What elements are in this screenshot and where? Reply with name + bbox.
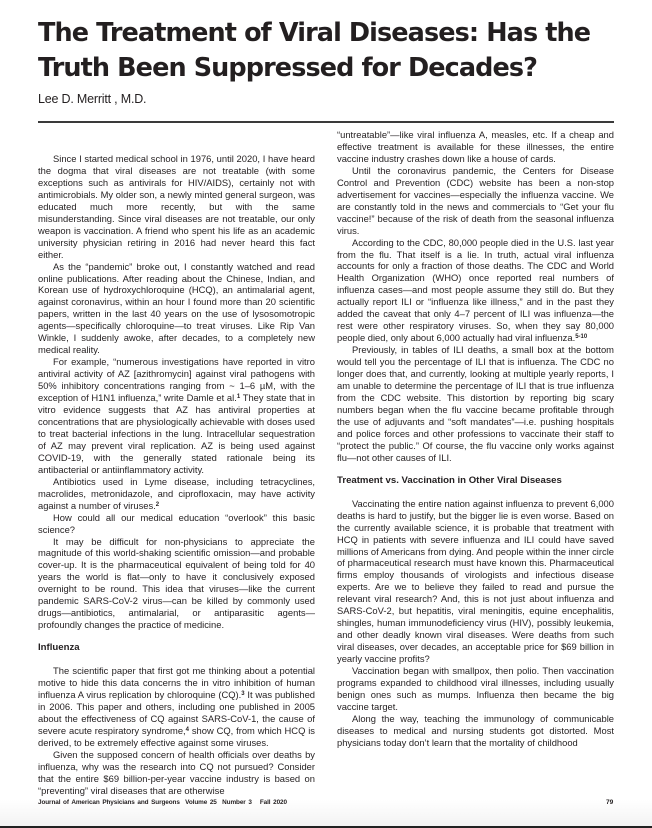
header-divider — [38, 121, 614, 123]
article-author: Lee D. Merritt , M.D. — [38, 92, 147, 106]
journal-number: Number 3 — [222, 799, 252, 806]
paragraph: Vaccination began with smallpox, then polio. Then vaccination programs expanded to childhood viral illnesses, including usually benign ones such as mumps. Influenza then became the big vaccine target. — [337, 665, 614, 712]
paragraph: Until the coronavirus pandemic, the Centers for Disease Control and Prevention (CDC) website has been a non-stop advertisement for vaccines—especially the influenza vaccine. We are constantly told in the news and commercials to “Get your flu vaccine!” because of the risk of death from the seasonal influenza virus. — [337, 164, 614, 236]
paragraph: Vaccinating the entire nation against influenza to prevent 6,000 deaths is hard to justify, but the bigger lie is even worse. Based on the currently available science, it is probable that treatment with HCQ in patients with severe influenza and ILI could have saved millions of Americans from dying. And people within the inner circle of pharmaceutical research must have known this. Pharmaceutical firms employ thousands of virologists and infectious disease experts. Are we to believe they failed to read and pursue the relevant viral research? And, this is not just about influenza and SARS-CoV-2, but hepatitis, viral meningitis, equine encephalitis, shingles, human immunodeficiency virus (HIV), possibly leukemia, and other deadly known viral diseases. Were deaths from such viral diseases, over decades, an acceptable price for $69 billion in yearly vaccine profits? — [337, 497, 614, 665]
journal-issue: Fall 2020 — [259, 799, 287, 806]
paragraph: For example, “numerous investigations have reported in vitro antiviral activity of AZ [azithromycin] against viral pathogens with 50% inhibitory concentrations ranging from ~ 1–6 µM, with the exception of H1N1 influenza,” write Damle et al.$^1$ They state that in vitro evidence suggests that AZ has antiviral properties at concentrations that are physiologically achievable with doses used to treat bacterial infections in the lung. Intracellular sequestration of AZ may prevent viral replication. AZ is being used against COVID-19, with the generally stated rationale being its antibacterial or antiinflammatory activity. — [38, 356, 315, 475]
right-column — [337, 129, 614, 749]
citation-ref: 5-10 — [575, 334, 588, 341]
paragraph: Since I started medical school in 1976, until 2020, I have heard the dogma that viral diseases are not treatable (with some exceptions such as antivirals for HIV/AIDS), certainly not with antimicrobials. My older son, a newly minted general surgeon, was educated much more recently, but with the same misunderstanding. Since viral diseases are not treatable, our only weapon is vaccination. A friend who spent his life as an academic university physician retiring in 2016 had never heard this fact either. — [38, 153, 315, 260]
paragraph: Along the way, teaching the immunology of communicable diseases to medical and nursing students got distorted. Most physicians today don’t learn that the mortality of childhood — [337, 712, 614, 748]
section-heading-treatment: Treatment vs. Vaccination in Other Viral Diseases — [337, 474, 562, 486]
paragraph: Given the supposed concern of health officials over deaths by influenza, why was the research into CQ not pursued? Consider that the entire $69 billion-per-year vaccine industry is based on “preventing” viral diseases that are otherwise — [38, 748, 315, 796]
paragraph: According to the CDC, 80,000 people died in the U.S. last year from the flu. That itself is a lie. In truth, actual viral influenza accounts for only a fraction of those deaths. The CDC and World Health Organization (WHO) once reported real numbers of influenza cases—and most people assume they still do. But they actually report ILI or “influenza like illness,” and in the past they added the caveat that only 4–7 percent of ILI was influenza—the rest were other respiratory viruses. So, when they say 80,000 people died, only about 6,000 actually had viral influenza.$^{5-10}$ — [337, 236, 614, 344]
paragraph: The scientific paper that first got me thinking about a potential motive to hide this data concerns the in vitro inhibition of human influenza A virus replication by chloroquine (CQ).$^3$ It was published in 2006. This paper and others, including one published in 2005 about the effectiveness of CQ against SARS-CoV-1, the cause of severe acute respiratory syndrome,$^4$ show CQ, from which HCQ is derived, to be extremely effective against some viruses. — [38, 665, 315, 748]
paragraph: “untreatable”—like viral influenza A, measles, etc. If a cheap and effective treatment is available for these illnesses, the entire vaccine industry crashes down like a house of cards. — [337, 129, 614, 164]
journal-volume: Volume 25 — [185, 799, 217, 806]
citation-ref: 1 — [236, 394, 241, 401]
citation-ref: 2 — [155, 501, 160, 508]
paragraph: Previously, in tables of ILI deaths, a small box at the bottom would tell you the percentage of ILI that is influenza. The CDC no longer does that, and currently, looking at multiple yearly reports, I am unable to determine the percentage of ILI that is true influenza from the CDC website. This distortion by reporting big scary numbers began when the flu vaccine became profitable through the use of adjuvants and “soft mandates”—i.e. pushing hospitals and police forces and other professions to vaccinate their staff to “protect the public.” Of course, the flu vaccine only works against flu—not other causes of ILI. — [337, 344, 614, 463]
page-number: 79 — [606, 799, 614, 806]
paragraph: As the “pandemic” broke out, I constantly watched and read online publications. After reading about the Chinese, Indian, and Korean use of hydroxychloroquine (HCQ), an antimalarial agent, against coronavirus, within an hour I found more than 20 scientific papers, written in the last 40 years on the use of lysosomotropic agents—specifically chloroquine—to treat viruses. Like Rip Van Winkle, I suddenly awoke, after decades, to a completely new medical reality. — [38, 260, 315, 356]
article-title: The Treatment of Viral Diseases: Has the Truth Been Suppressed for Decades? — [38, 18, 591, 83]
paragraph: How could all our medical education “overlook” this basic science? — [38, 511, 315, 535]
journal-name: Journal of American Physicians and Surgeons — [38, 799, 180, 806]
citation-ref: 4 — [185, 726, 190, 733]
running-footer — [38, 799, 287, 806]
left-column — [38, 153, 315, 797]
paragraph: It may be difficult for non-physicians to appreciate the magnitude of this world-shaking scientific omission—and probable cover-up. It is the pharmaceutical equivalent of being told for 40 years the world is flat—only to have it conclusively exposed overnight to be round. This idea that viruses—like the current pandemic SARS-CoV-2 virus—can be killed by commonly used drugs—antibiotics, antimalarial, or antiparasitic agents—profoundly changes the practice of medicine. — [38, 535, 315, 631]
paragraph: Antibiotics used in Lyme disease, including tetracyclines, macrolides, metronidazole, and ciprofloxacin, may have activity against a number of viruses.$^2$ — [38, 475, 315, 511]
citation-ref: 3 — [241, 691, 245, 698]
section-heading-influenza: Influenza — [38, 642, 80, 654]
